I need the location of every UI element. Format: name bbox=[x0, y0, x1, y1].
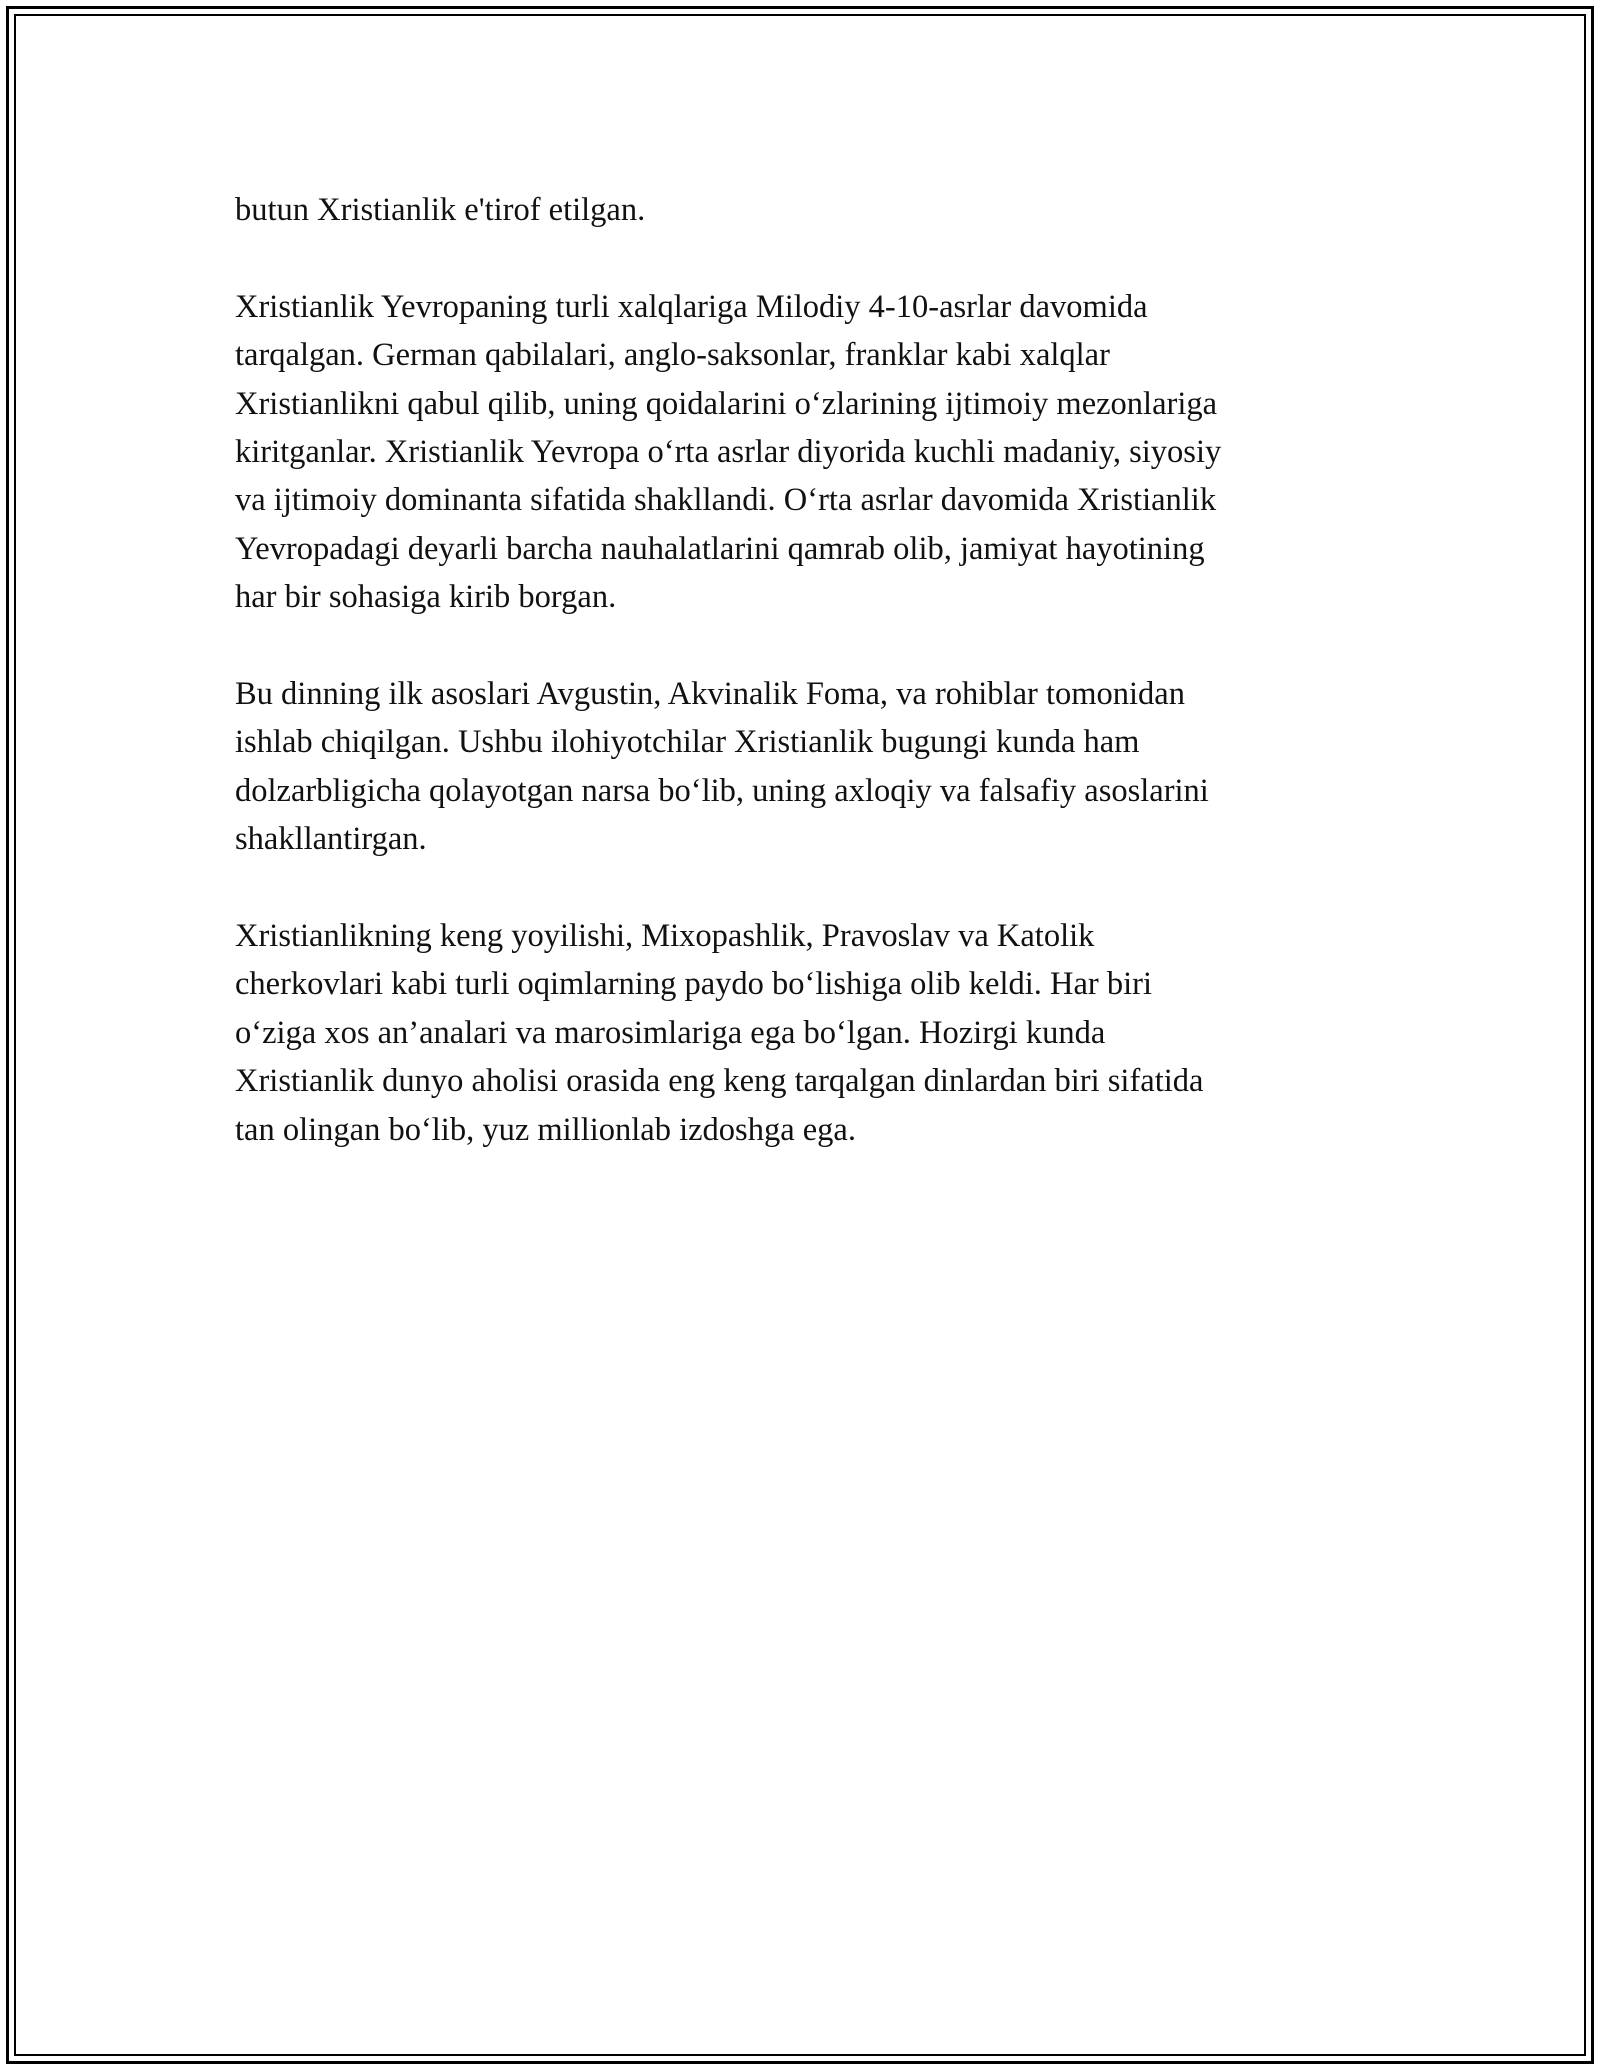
paragraph-spacer bbox=[235, 234, 1375, 282]
text-line: ishlab chiqilgan. Ushbu ilohiyotchilar Xristianlik bugungi kunda ham bbox=[235, 724, 1140, 761]
document-body bbox=[235, 186, 1375, 1154]
paragraph bbox=[235, 912, 1375, 1154]
text-line: va ijtimoiy dominanta sifatida shakllandi. O‘rta asrlar davomida Xristianlik bbox=[235, 482, 1217, 519]
text-line: butun Xristianlik e'tirof etilgan. bbox=[235, 192, 646, 228]
paragraph-spacer bbox=[235, 622, 1375, 670]
text-line: Xristianlik Yevropaning turli xalqlariga Milodiy 4-10-asrlar davomida bbox=[235, 288, 1148, 325]
text-line: Xristianlikni qabul qilib, uning qoidalarini o‘zlarining ijtimoiy mezonlariga bbox=[235, 385, 1218, 422]
paragraph bbox=[235, 283, 1375, 622]
text-line: Xristianlikning keng yoyilishi, Mixopashlik, Pravoslav va Katolik bbox=[235, 918, 1095, 955]
text-line: kiritganlar. Xristianlik Yevropa o‘rta asrlar diyorida kuchli madaniy, siyosiy bbox=[235, 434, 1222, 471]
paragraph-spacer bbox=[235, 864, 1375, 912]
paragraph bbox=[235, 670, 1375, 864]
text-line: tarqalgan. German qabilalari, anglo-saksonlar, franklar kabi xalqlar bbox=[235, 337, 1110, 374]
paragraph bbox=[235, 186, 1375, 234]
text-line: Bu dinning ilk asoslari Avgustin, Akvinalik Foma, va rohiblar tomonidan bbox=[235, 676, 1185, 713]
text-line: shakllantirgan. bbox=[235, 821, 427, 858]
text-line: dolzarbligicha qolayotgan narsa bo‘lib, uning axloqiy va falsafiy asoslarini bbox=[235, 772, 1209, 809]
text-line: Yevropadagi deyarli barcha nauhalatlarini qamrab olib, jamiyat hayotining bbox=[235, 530, 1205, 567]
text-line: tan olingan bo‘lib, yuz millionlab izdoshga ega. bbox=[235, 1111, 856, 1148]
text-line: Xristianlik dunyo aholisi orasida eng keng tarqalgan dinlardan biri sifatida bbox=[235, 1063, 1204, 1100]
text-line: o‘ziga xos an’analari va marosimlariga ega bo‘lgan. Hozirgi kunda bbox=[235, 1014, 1106, 1051]
text-line: har bir sohasiga kirib borgan. bbox=[235, 579, 617, 616]
text-line: cherkovlari kabi turli oqimlarning paydo bo‘lishiga olib keldi. Har biri bbox=[235, 966, 1153, 1003]
